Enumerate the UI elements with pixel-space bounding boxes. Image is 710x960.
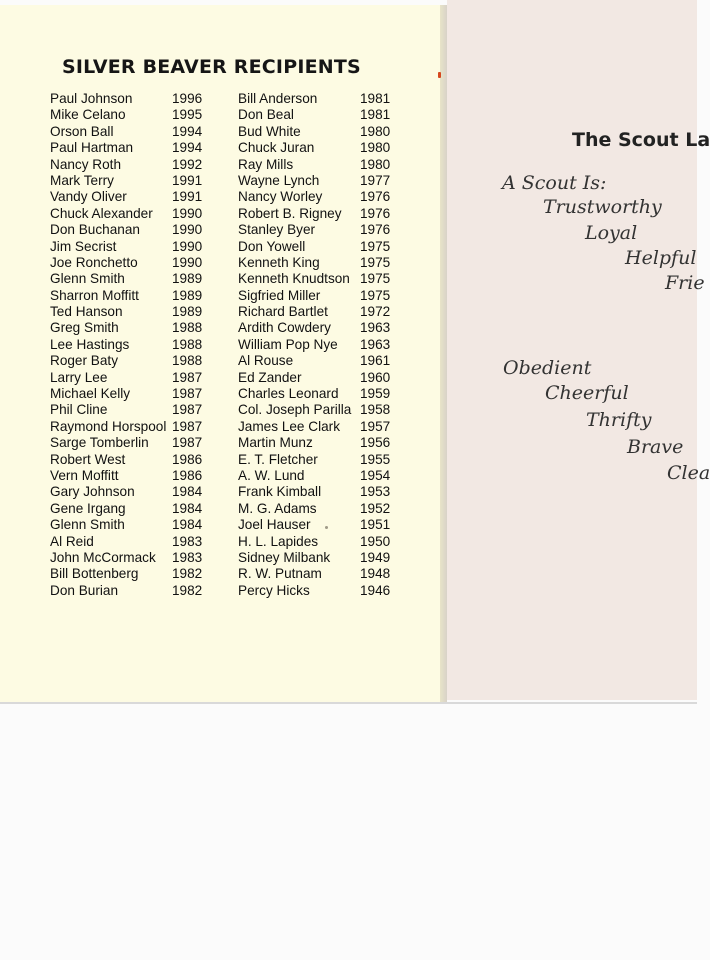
recipient-year: 1988 (172, 336, 203, 352)
scout-law-point: Thrifty (586, 409, 652, 431)
page-title: SILVER BEAVER RECIPIENTS (62, 56, 361, 78)
recipient-name: Don Yowell (238, 238, 306, 254)
recipient-name: Gene Irgang (50, 500, 126, 516)
recipient-name: Paul Johnson (50, 91, 133, 106)
scout-law-point: Loyal (585, 222, 638, 244)
recipient-name: Don Burian (50, 582, 119, 598)
recipient-name: M. G. Adams (238, 500, 317, 516)
recipient-year: 1994 (172, 140, 203, 156)
recipient-year: 1953 (360, 484, 391, 500)
recipient-year: 1976 (360, 205, 391, 221)
recipient-name: Frank Kimball (238, 484, 322, 500)
recipient-year: 1988 (172, 320, 203, 336)
recipient-name: Robert B. Rigney (238, 205, 342, 221)
recipient-name: Orson Ball (50, 123, 114, 139)
recipient-name: Joe Ronchetto (50, 254, 138, 270)
recipient-name: Col. Joseph Parilla (238, 402, 352, 418)
recipient-name: Martin Munz (238, 435, 313, 451)
recipient-year: 1951 (360, 517, 391, 533)
recipient-year: 1975 (360, 254, 391, 270)
recipient-year: 1976 (360, 222, 391, 238)
recipient-name: Joel Hauser (238, 517, 311, 533)
recipient-year: 1990 (172, 205, 203, 221)
recipient-name: Glenn Smith (50, 271, 125, 287)
recipient-name: Ed Zander (238, 369, 302, 385)
recipient-name: Ardith Cowdery (238, 320, 331, 336)
scout-law-point: Trustworthy (543, 196, 662, 218)
recipient-name: Robert West (50, 451, 126, 467)
recipient-year: 1963 (360, 336, 391, 352)
recipient-year: 1955 (360, 451, 391, 467)
recipient-year: 1959 (360, 386, 391, 402)
page-gutter (440, 5, 447, 703)
recipient-name: Percy Hicks (238, 582, 310, 598)
recipient-name: Ray Mills (238, 156, 294, 172)
recipient-name: Wayne Lynch (238, 172, 320, 188)
recipient-year: 1957 (360, 418, 391, 434)
recipient-name: Al Reid (50, 533, 94, 549)
recipient-name: Charles Leonard (238, 386, 339, 402)
recipient-year: 1984 (172, 517, 203, 533)
recipient-year: 1994 (172, 123, 203, 139)
recipient-name: Nancy Roth (50, 156, 122, 172)
scout-law-point: Helpful (625, 247, 697, 269)
recipient-name: H. L. Lapides (238, 533, 319, 549)
recipient-name: Greg Smith (50, 320, 119, 336)
scout-law-title: The Scout La (572, 129, 710, 151)
recipient-name: William Pop Nye (238, 336, 338, 352)
recipient-year: 1987 (172, 386, 203, 402)
recipient-year: 1990 (172, 254, 203, 270)
recipient-name: Paul Hartman (50, 140, 134, 156)
recipient-name: Jim Secrist (50, 238, 117, 254)
recipient-name: Richard Bartlet (238, 304, 328, 320)
recipient-name: James Lee Clark (238, 418, 340, 434)
recipient-year: 1980 (360, 156, 391, 172)
scout-law-point: Clea (667, 462, 710, 484)
recipient-name: Kenneth King (238, 254, 320, 270)
recipient-name: Gary Johnson (50, 484, 135, 500)
recipient-year: 1982 (172, 582, 203, 598)
recipient-year: 1975 (360, 238, 391, 254)
recipient-name: Roger Baty (50, 353, 119, 369)
recipient-year: 1954 (360, 467, 391, 483)
paper-speck (325, 526, 328, 529)
recipient-year: 1991 (172, 172, 203, 188)
recipient-year: 1986 (172, 467, 203, 483)
recipient-year: 1981 (360, 107, 391, 123)
recipient-name: Chuck Alexander (50, 205, 153, 221)
right-page (447, 0, 697, 700)
recipient-name: Raymond Horspool (50, 418, 167, 434)
recipient-name: R. W. Putnam (238, 566, 322, 582)
recipient-year: 1976 (360, 189, 391, 205)
recipient-name: John McCormack (50, 549, 156, 565)
recipient-name: Glenn Smith (50, 517, 125, 533)
recipient-year: 1984 (172, 500, 203, 516)
recipient-year: 1950 (360, 533, 391, 549)
recipient-year: 1980 (360, 140, 391, 156)
recipient-year: 1986 (172, 451, 203, 467)
recipient-name: Nancy Worley (238, 189, 323, 205)
recipient-name: Stanley Byer (238, 222, 316, 238)
recipient-year: 1989 (172, 287, 203, 303)
ink-mark (438, 72, 441, 78)
recipient-name: Sigfried Miller (238, 287, 321, 303)
recipient-year: 1983 (172, 549, 203, 565)
recipient-year: 1984 (172, 484, 203, 500)
recipient-name: Bud White (238, 123, 301, 139)
recipient-year: 1983 (172, 533, 203, 549)
recipient-name: E. T. Fletcher (238, 451, 318, 467)
recipient-year: 1975 (360, 271, 391, 287)
recipient-name: Ted Hanson (50, 304, 123, 320)
recipient-year: 1946 (360, 582, 391, 598)
recipient-name: Kenneth Knudtson (238, 271, 350, 287)
recipient-year: 1949 (360, 549, 391, 565)
recipient-name: Don Buchanan (50, 222, 140, 238)
recipient-year: 1990 (172, 238, 203, 254)
recipient-year: 1948 (360, 566, 391, 582)
recipient-year: 1981 (360, 91, 391, 106)
recipient-year: 1995 (172, 107, 203, 123)
recipient-year: 1989 (172, 271, 203, 287)
recipient-name: Larry Lee (50, 369, 108, 385)
recipient-year: 1977 (360, 172, 391, 188)
recipient-name: Lee Hastings (50, 336, 130, 352)
recipient-name: Michael Kelly (50, 386, 131, 402)
scout-law-point: Brave (627, 436, 684, 458)
recipient-year: 1972 (360, 304, 391, 320)
recipient-year: 1992 (172, 156, 203, 172)
recipient-year: 1987 (172, 435, 203, 451)
recipient-year: 1960 (360, 369, 391, 385)
recipient-year: 1987 (172, 402, 203, 418)
recipient-name: Bill Anderson (238, 91, 318, 106)
recipient-name: Sidney Milbank (238, 549, 331, 565)
recipient-year: 1987 (172, 418, 203, 434)
recipient-name: Mike Celano (50, 107, 126, 123)
recipient-year: 1989 (172, 304, 203, 320)
recipient-year: 1990 (172, 222, 203, 238)
recipient-name: Phil Cline (50, 402, 108, 418)
recipient-name: Sarge Tomberlin (50, 435, 149, 451)
recipient-name: Vern Moffitt (50, 467, 119, 483)
page-edge (0, 702, 697, 704)
recipient-year: 1988 (172, 353, 203, 369)
scout-law-point: Frie (665, 272, 705, 294)
recipient-year: 1952 (360, 500, 391, 516)
recipient-name: Vandy Oliver (50, 189, 127, 205)
recipient-name: Bill Bottenberg (50, 566, 139, 582)
recipient-year: 1956 (360, 435, 391, 451)
recipient-year: 1996 (172, 91, 203, 106)
scout-law-point: Obedient (503, 357, 592, 379)
recipient-year: 1958 (360, 402, 391, 418)
scout-law-point: Cheerful (545, 382, 629, 404)
recipient-name: Al Rouse (238, 353, 294, 369)
recipient-name: A. W. Lund (238, 467, 305, 483)
recipient-year: 1963 (360, 320, 391, 336)
recipient-year: 1982 (172, 566, 203, 582)
recipient-year: 1980 (360, 123, 391, 139)
recipient-name: Sharron Moffitt (50, 287, 139, 303)
recipient-year: 1991 (172, 189, 203, 205)
scout-law-intro: A Scout Is: (502, 172, 607, 194)
recipient-name: Mark Terry (50, 172, 114, 188)
recipient-year: 1961 (360, 353, 391, 369)
recipient-name: Chuck Juran (238, 140, 315, 156)
recipient-year: 1975 (360, 287, 391, 303)
recipient-name: Don Beal (238, 107, 294, 123)
recipient-year: 1987 (172, 369, 203, 385)
